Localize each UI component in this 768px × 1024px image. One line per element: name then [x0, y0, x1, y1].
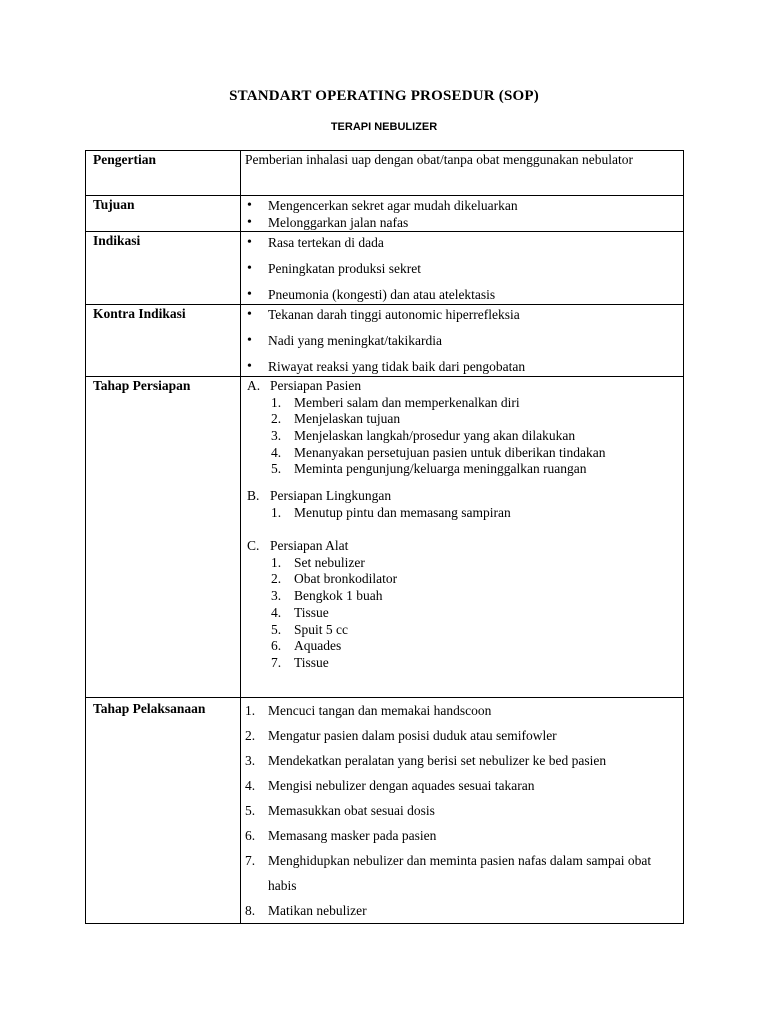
row-label: Kontra Indikasi	[93, 306, 186, 321]
pelaksanaan-steps	[241, 698, 683, 923]
row-label: Indikasi	[93, 233, 141, 248]
list-item: 1. Menutup pintu dan memasang sampiran	[271, 504, 511, 520]
list-item: 2. Obat bronkodilator	[271, 571, 398, 587]
section-title: Persiapan Alat	[270, 538, 349, 554]
row-tujuan	[86, 196, 684, 232]
row-kontra-indikasi	[86, 305, 684, 377]
list-item: • Nadi yang meningkat/takikardia	[241, 332, 683, 350]
list-item: 5. Memasukkan obat sesuai dosis	[245, 803, 435, 818]
list-item: • Mengencerkan sekret agar mudah dikeluarkan	[241, 197, 683, 214]
list-item: 6. Memasang masker pada pasien	[245, 828, 437, 843]
document-subtitle: TERAPI NEBULIZER	[330, 121, 438, 133]
tujuan-list	[241, 196, 683, 231]
list-item: • Pneumonia (kongesti) dan atau atelektasis	[241, 286, 683, 304]
list-item: 3. Bengkok 1 buah	[271, 588, 383, 604]
list-item: • Rasa tertekan di dada	[241, 234, 683, 252]
list-item: 5. Meminta pengunjung/keluarga meninggalkan ruangan	[271, 461, 587, 477]
list-item: 4. Tissue	[271, 604, 329, 620]
document-title: STANDART OPERATING PROSEDUR (SOP)	[229, 88, 539, 104]
definition-text: Pemberian inhalasi uap dengan obat/tanpa obat menggunakan nebulator	[245, 152, 633, 167]
list-item: • Riwayat reaksi yang tidak baik dari pengobatan	[241, 358, 683, 376]
list-item: 8. Matikan nebulizer	[245, 903, 367, 918]
section-title: Persiapan Lingkungan	[270, 488, 392, 504]
row-label: Tujuan	[93, 197, 135, 212]
list-item: • Peningkatan produksi sekret	[241, 260, 683, 278]
list-item: 7. Tissue	[271, 654, 329, 670]
row-label: Pengertian	[93, 152, 156, 167]
row-indikasi	[86, 232, 684, 305]
list-item: • Melonggarkan jalan nafas	[241, 214, 683, 231]
list-item: 1. Mencuci tangan dan memakai handscoon	[245, 703, 492, 718]
kontra-indikasi-list	[241, 305, 683, 376]
row-tahap-persiapan	[86, 377, 684, 698]
section-persiapan-lingkungan: B. Persiapan Lingkungan 1. Menutup pintu dan memasang sampiran	[241, 488, 683, 521]
row-label: Tahap Pelaksanaan	[93, 701, 206, 716]
list-item: 4. Menanyakan persetujuan pasien untuk diberikan tindakan	[271, 444, 606, 460]
row-tahap-pelaksanaan	[86, 698, 684, 924]
list-item: 4. Mengisi nebulizer dengan aquades sesuai takaran	[245, 778, 535, 793]
section-persiapan-alat: C. Persiapan Alat 1. Set nebulizer 2. Obat bronkodilator 3. Bengkok 1 buah 4. Tissue 5. Spuit 5 cc 6. Aquades 7. Tissue	[241, 538, 683, 671]
sop-table	[85, 150, 684, 924]
row-pengertian	[86, 151, 684, 196]
list-item: 7. Menghidupkan nebulizer dan meminta pasien nafas dalam sampai obat habis	[245, 853, 652, 893]
section-title: Persiapan Pasien	[270, 378, 362, 393]
list-item: 1. Memberi salam dan memperkenalkan diri	[271, 394, 520, 410]
list-item: 5. Spuit 5 cc	[271, 621, 348, 637]
list-item: 3. Menjelaskan langkah/prosedur yang akan dilakukan	[271, 427, 576, 443]
list-item: 2. Menjelaskan tujuan	[271, 411, 401, 427]
list-item: • Tekanan darah tinggi autonomic hiperrefleksia	[241, 306, 683, 324]
list-item: 3. Mendekatkan peralatan yang berisi set nebulizer ke bed pasien	[245, 753, 607, 768]
row-label: Tahap Persiapan	[93, 378, 191, 393]
section-persiapan-pasien: A. Persiapan Pasien 1. Memberi salam dan memperkenalkan diri 2. Menjelaskan tujuan 3. Menjelaskan langkah/prosedur yang akan dilakukan 4. Menanyakan persetujuan pasien untuk diberikan tindakan 5. Meminta pengunjung/keluarga meninggalkan ruangan	[241, 377, 683, 478]
list-item: 1. Set nebulizer	[271, 554, 365, 570]
list-item: 2. Mengatur pasien dalam posisi duduk atau semifowler	[245, 728, 557, 743]
indikasi-list	[241, 232, 683, 304]
list-item: 6. Aquades	[271, 638, 342, 654]
